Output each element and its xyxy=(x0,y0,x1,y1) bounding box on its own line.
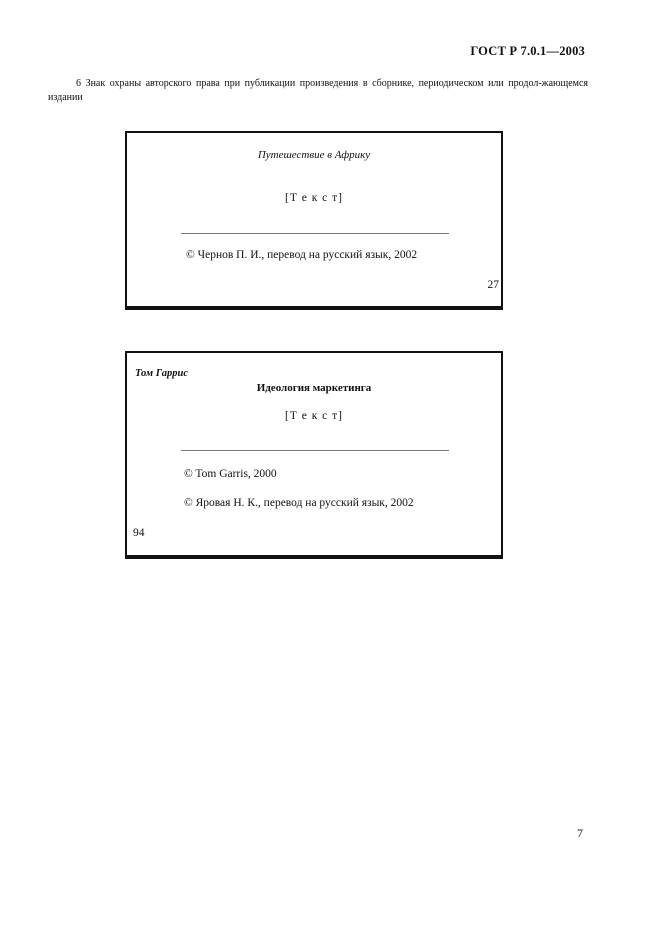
example2-text-placeholder: [Т е к с т] xyxy=(284,410,343,422)
example1-divider xyxy=(181,233,449,234)
example1-copyright: © Чернов П. И., перевод на русский язык, 2002 xyxy=(186,249,418,261)
page-number: 7 xyxy=(577,826,583,840)
example1-text-placeholder: [Т е к с т] xyxy=(284,192,343,204)
example1-page-number: 27 xyxy=(487,279,499,291)
example2-copyright-translation: © Яровая Н. К., перевод на русский язык, 2002 xyxy=(184,497,414,509)
example-box-2 xyxy=(125,351,503,559)
standard-header: ГОСТ Р 7.0.1—2003 xyxy=(470,44,585,58)
example2-title: Идеология маркетинга xyxy=(256,382,372,394)
intro-paragraph: 6 Знак охраны авторского права при публикации произведения в сборнике, периодическом или продол-жающемся издании xyxy=(48,78,588,103)
example-box-1 xyxy=(125,131,503,310)
example2-page-number: 94 xyxy=(133,527,145,539)
example1-title: Путешествие в Африку xyxy=(257,149,371,161)
example2-copyright-original: © Tom Garris, 2000 xyxy=(184,468,277,480)
example2-author: Том Гаррис xyxy=(135,368,189,379)
example2-divider xyxy=(181,450,449,451)
